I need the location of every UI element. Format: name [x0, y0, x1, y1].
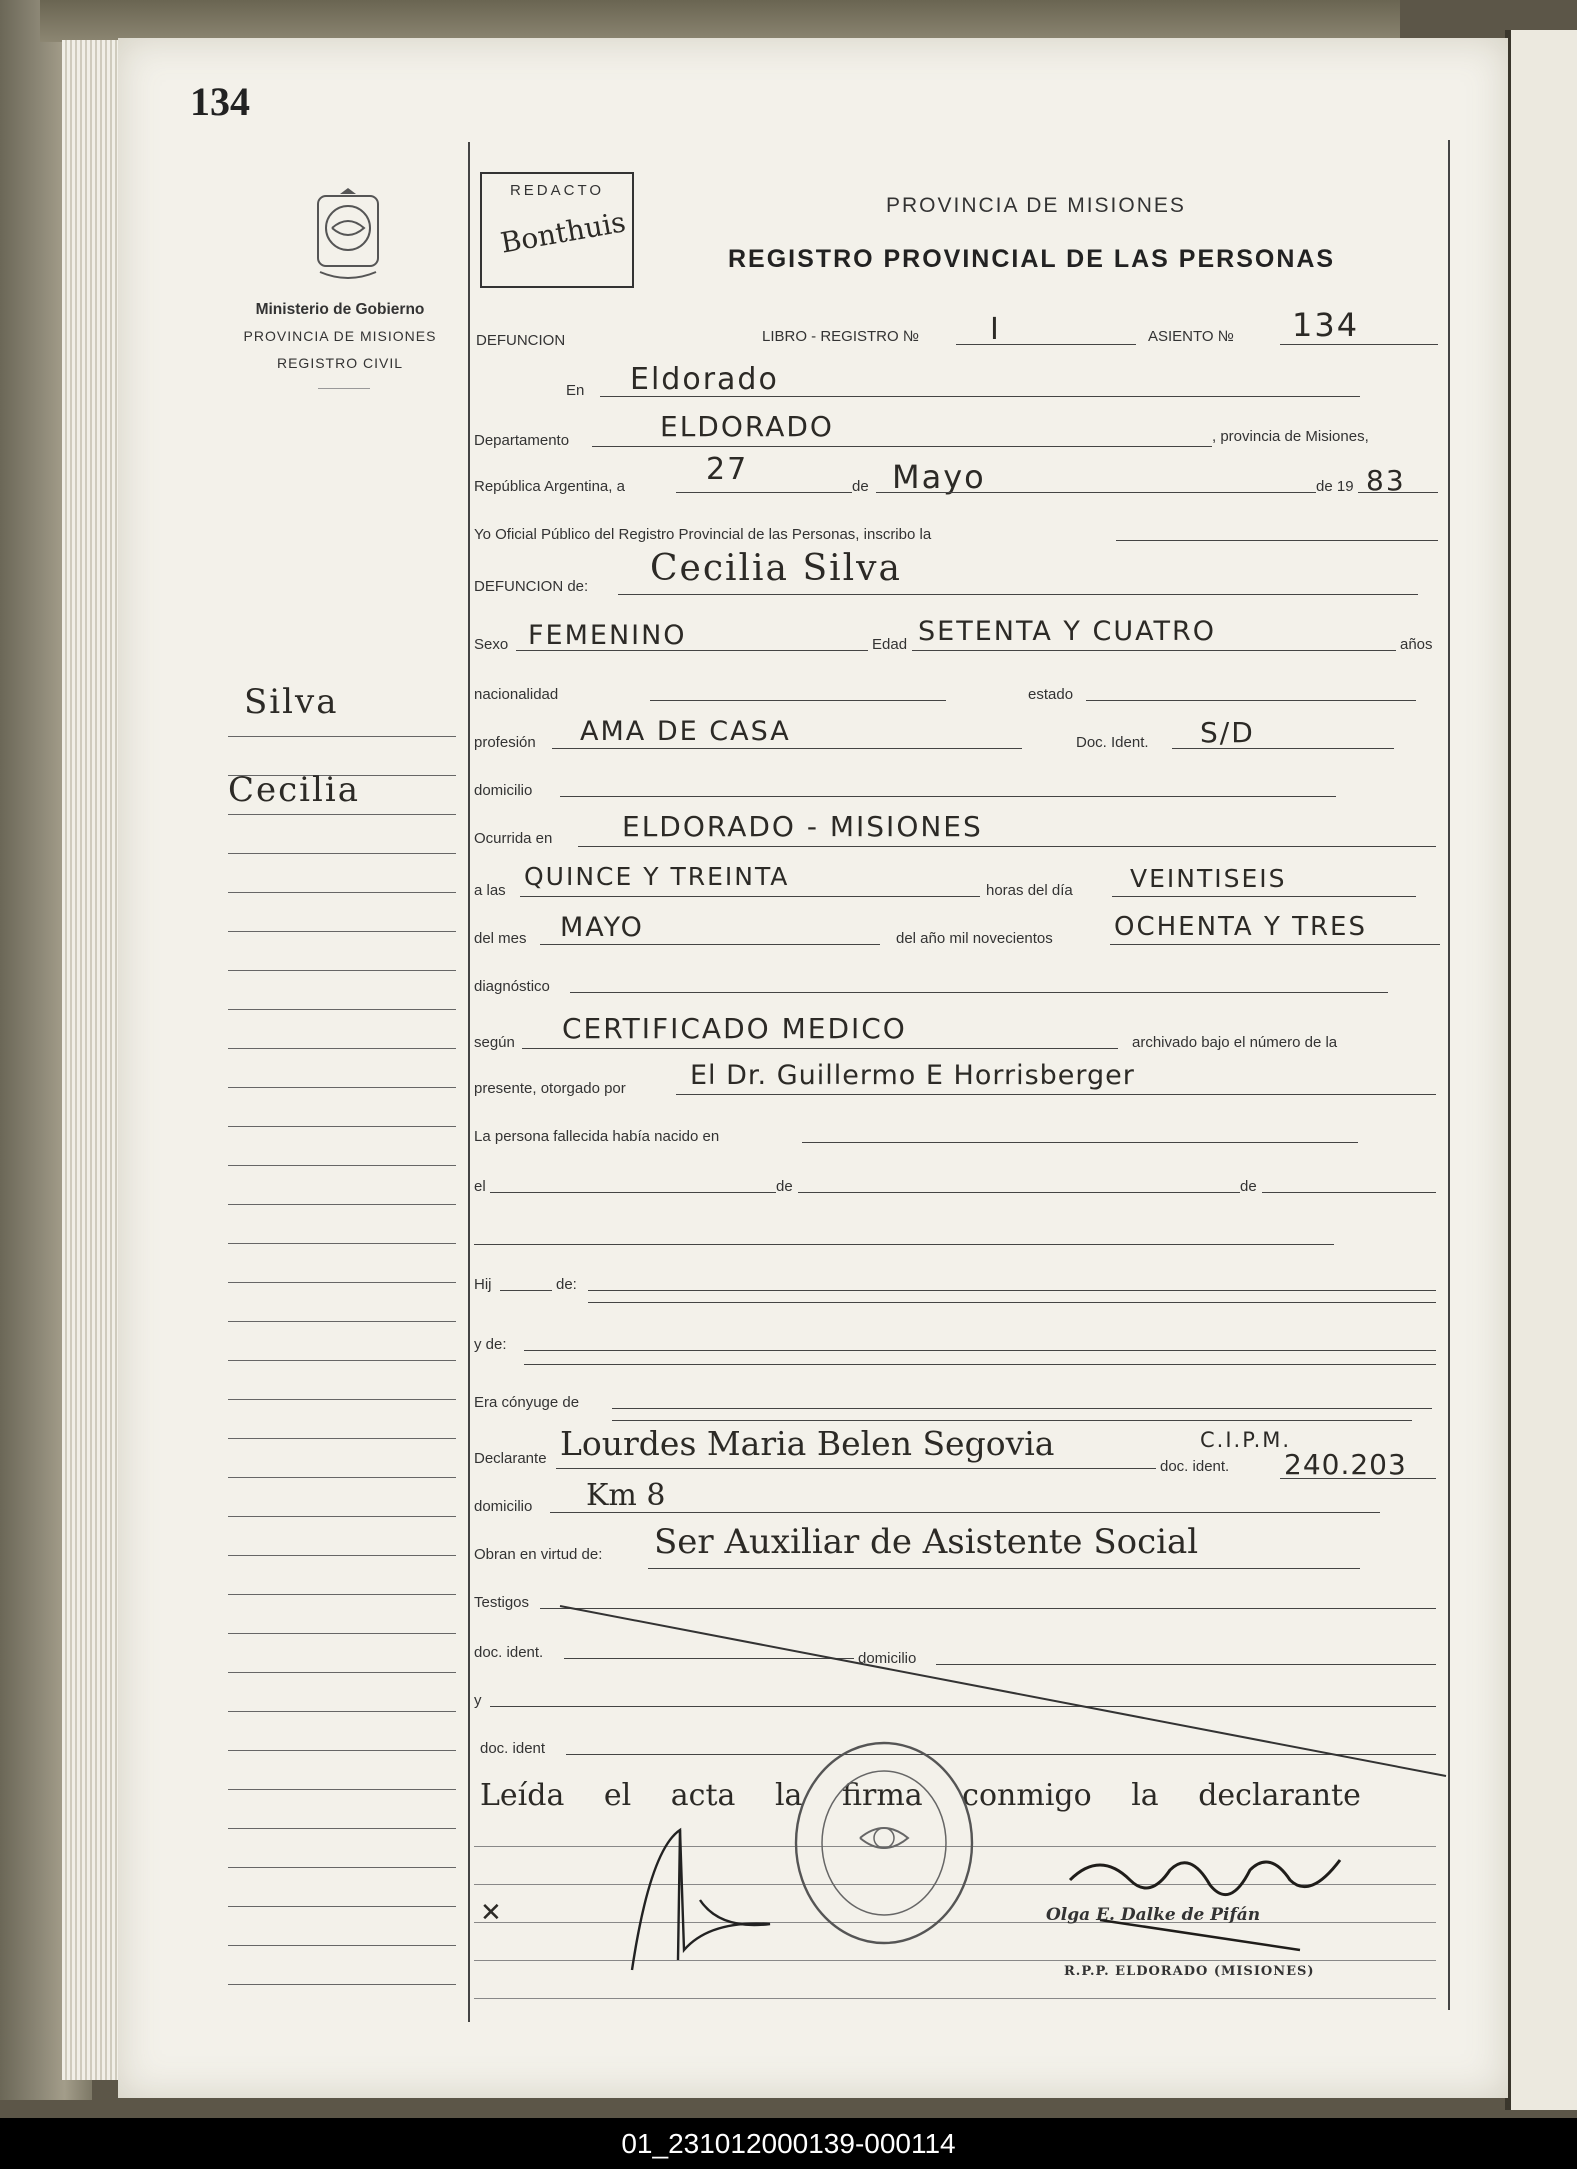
- declarant-mark-icon: [620, 1810, 790, 1980]
- estado-label: estado: [1028, 686, 1074, 703]
- doc-ident3-label: doc. ident.: [474, 1644, 544, 1661]
- el-label: el: [474, 1178, 486, 1195]
- hora-value: QUINCE Y TREINTA: [524, 862, 790, 891]
- horas-label: horas del día: [986, 882, 1073, 899]
- ocurrida-label: Ocurrida en: [474, 830, 553, 847]
- doc-ident4-label: doc. ident: [480, 1740, 546, 1757]
- defuncion-label: DEFUNCION: [476, 332, 566, 349]
- asiento-value: 134: [1292, 306, 1360, 344]
- y-label: y: [474, 1692, 482, 1709]
- departamento-value: ELDORADO: [660, 410, 834, 443]
- declarante-value: Lourdes Maria Belen Segovia: [560, 1424, 1055, 1463]
- de-label: de: [852, 478, 869, 495]
- domicilio3-label: domicilio: [858, 1650, 917, 1667]
- dia-value: 27: [706, 452, 749, 487]
- margin-surname: Silva: [244, 682, 339, 722]
- mes-value: Mayo: [892, 458, 986, 496]
- defuncion-de-label: DEFUNCION de:: [474, 578, 589, 595]
- declarante-label: Declarante: [474, 1450, 547, 1467]
- republica-label: República Argentina, a: [474, 478, 625, 495]
- redacto-label: REDACTO: [509, 182, 605, 199]
- libro-label: LIBRO - REGISTRO №: [762, 328, 919, 345]
- segun-value: CERTIFICADO MEDICO: [562, 1012, 907, 1045]
- conyuge-label: Era cónyuge de: [474, 1394, 580, 1411]
- a-las-label: a las: [474, 882, 506, 899]
- ministry-name: Ministerio de Gobierno: [255, 301, 425, 318]
- dia-texto-value: VEINTISEIS: [1130, 864, 1287, 893]
- doc-number-value: 240.203: [1284, 1448, 1407, 1481]
- sexo-label: Sexo: [474, 636, 509, 653]
- nombre-value: Cecilia Silva: [650, 548, 902, 589]
- edad-label: Edad: [872, 636, 908, 653]
- lower-line-4: [474, 1960, 1436, 1961]
- lower-line-5: [474, 1998, 1436, 1999]
- ministry-office: REGISTRO CIVIL: [276, 355, 404, 371]
- anio-value: 83: [1366, 464, 1406, 497]
- provincia-suffix: , provincia de Misiones,: [1212, 428, 1369, 445]
- anio-texto-value: OCHENTA Y TRES: [1114, 912, 1367, 942]
- doc-ident-value: S/D: [1200, 716, 1255, 749]
- asiento-label: ASIENTO №: [1148, 328, 1234, 345]
- del-anio-label: del año mil novecientos: [896, 930, 1053, 947]
- otorgado-value: El Dr. Guillermo E Horrisberger: [690, 1060, 1135, 1091]
- doc-ident-label: Doc. Ident.: [1076, 734, 1149, 751]
- header-registry: REGISTRO PROVINCIAL DE LAS PERSONAS: [728, 245, 1336, 273]
- doc-type-value: C.I.P.M.: [1200, 1428, 1292, 1452]
- sexo-value: FEMENINO: [528, 620, 687, 651]
- header-province: PROVINCIA DE MISIONES: [886, 194, 1186, 217]
- libro-value: I: [990, 312, 1001, 347]
- closing-value: Leída el acta la firma conmigo la declarante: [480, 1778, 1361, 1813]
- en-label: En: [566, 382, 585, 399]
- de-label-2: de: [776, 1178, 793, 1195]
- official-office: R.P.P. ELDORADO (MISIONES): [1064, 1964, 1315, 1979]
- official-stamp-icon: [790, 1738, 978, 1948]
- archivado-label: archivado bajo el número de la: [1132, 1034, 1338, 1051]
- presente-label: presente, otorgado por: [474, 1080, 626, 1097]
- domicilio2-value: Km 8: [586, 1478, 666, 1513]
- nacido-label: La persona fallecida había nacido en: [474, 1128, 720, 1145]
- margin-given-name: Cecilia: [228, 770, 361, 810]
- nacionalidad-label: nacionalidad: [474, 686, 559, 703]
- hij-de-label: de:: [556, 1276, 577, 1293]
- redacto-name: Bonthuis: [498, 205, 629, 260]
- departamento-label: Departamento: [474, 432, 570, 449]
- x-mark-icon: ✕: [480, 1898, 504, 1928]
- ministry-province: PROVINCIA DE MISIONES: [243, 328, 437, 344]
- anos-label: años: [1400, 636, 1433, 653]
- diagnostico-label: diagnóstico: [474, 978, 550, 995]
- ocurrida-value: ELDORADO - MISIONES: [622, 810, 983, 843]
- segun-label: según: [474, 1034, 515, 1051]
- doc-ident2-label: doc. ident.: [1160, 1458, 1230, 1475]
- official-name: Olga E. Dalke de Pifán: [1046, 1905, 1261, 1925]
- hij-label: Hij: [474, 1276, 492, 1293]
- edad-value: SETENTA Y CUATRO: [918, 616, 1216, 647]
- y-de-label: y de:: [474, 1336, 507, 1353]
- obran-label: Obran en virtud de:: [474, 1546, 603, 1563]
- oficial-text: Yo Oficial Público del Registro Provincial de las Personas, inscribo la: [474, 526, 932, 543]
- mes-texto-value: MAYO: [560, 912, 644, 943]
- page-number: 134: [190, 79, 250, 124]
- profesion-value: AMA DE CASA: [580, 716, 791, 747]
- en-value: Eldorado: [630, 362, 779, 397]
- de-label-3: de: [1240, 1178, 1257, 1195]
- profesion-label: profesión: [474, 734, 536, 751]
- del-mes-label: del mes: [474, 930, 527, 947]
- footer-id: 01_231012000139-000114: [0, 2118, 1577, 2169]
- de19-label: de 19: [1316, 478, 1354, 495]
- domicilio2-label: domicilio: [474, 1498, 533, 1515]
- official-signature-icon: [1060, 1840, 1350, 1960]
- testigos-label: Testigos: [474, 1594, 530, 1611]
- obran-value: Ser Auxiliar de Asistente Social: [654, 1522, 1199, 1562]
- domicilio-label: domicilio: [474, 782, 533, 799]
